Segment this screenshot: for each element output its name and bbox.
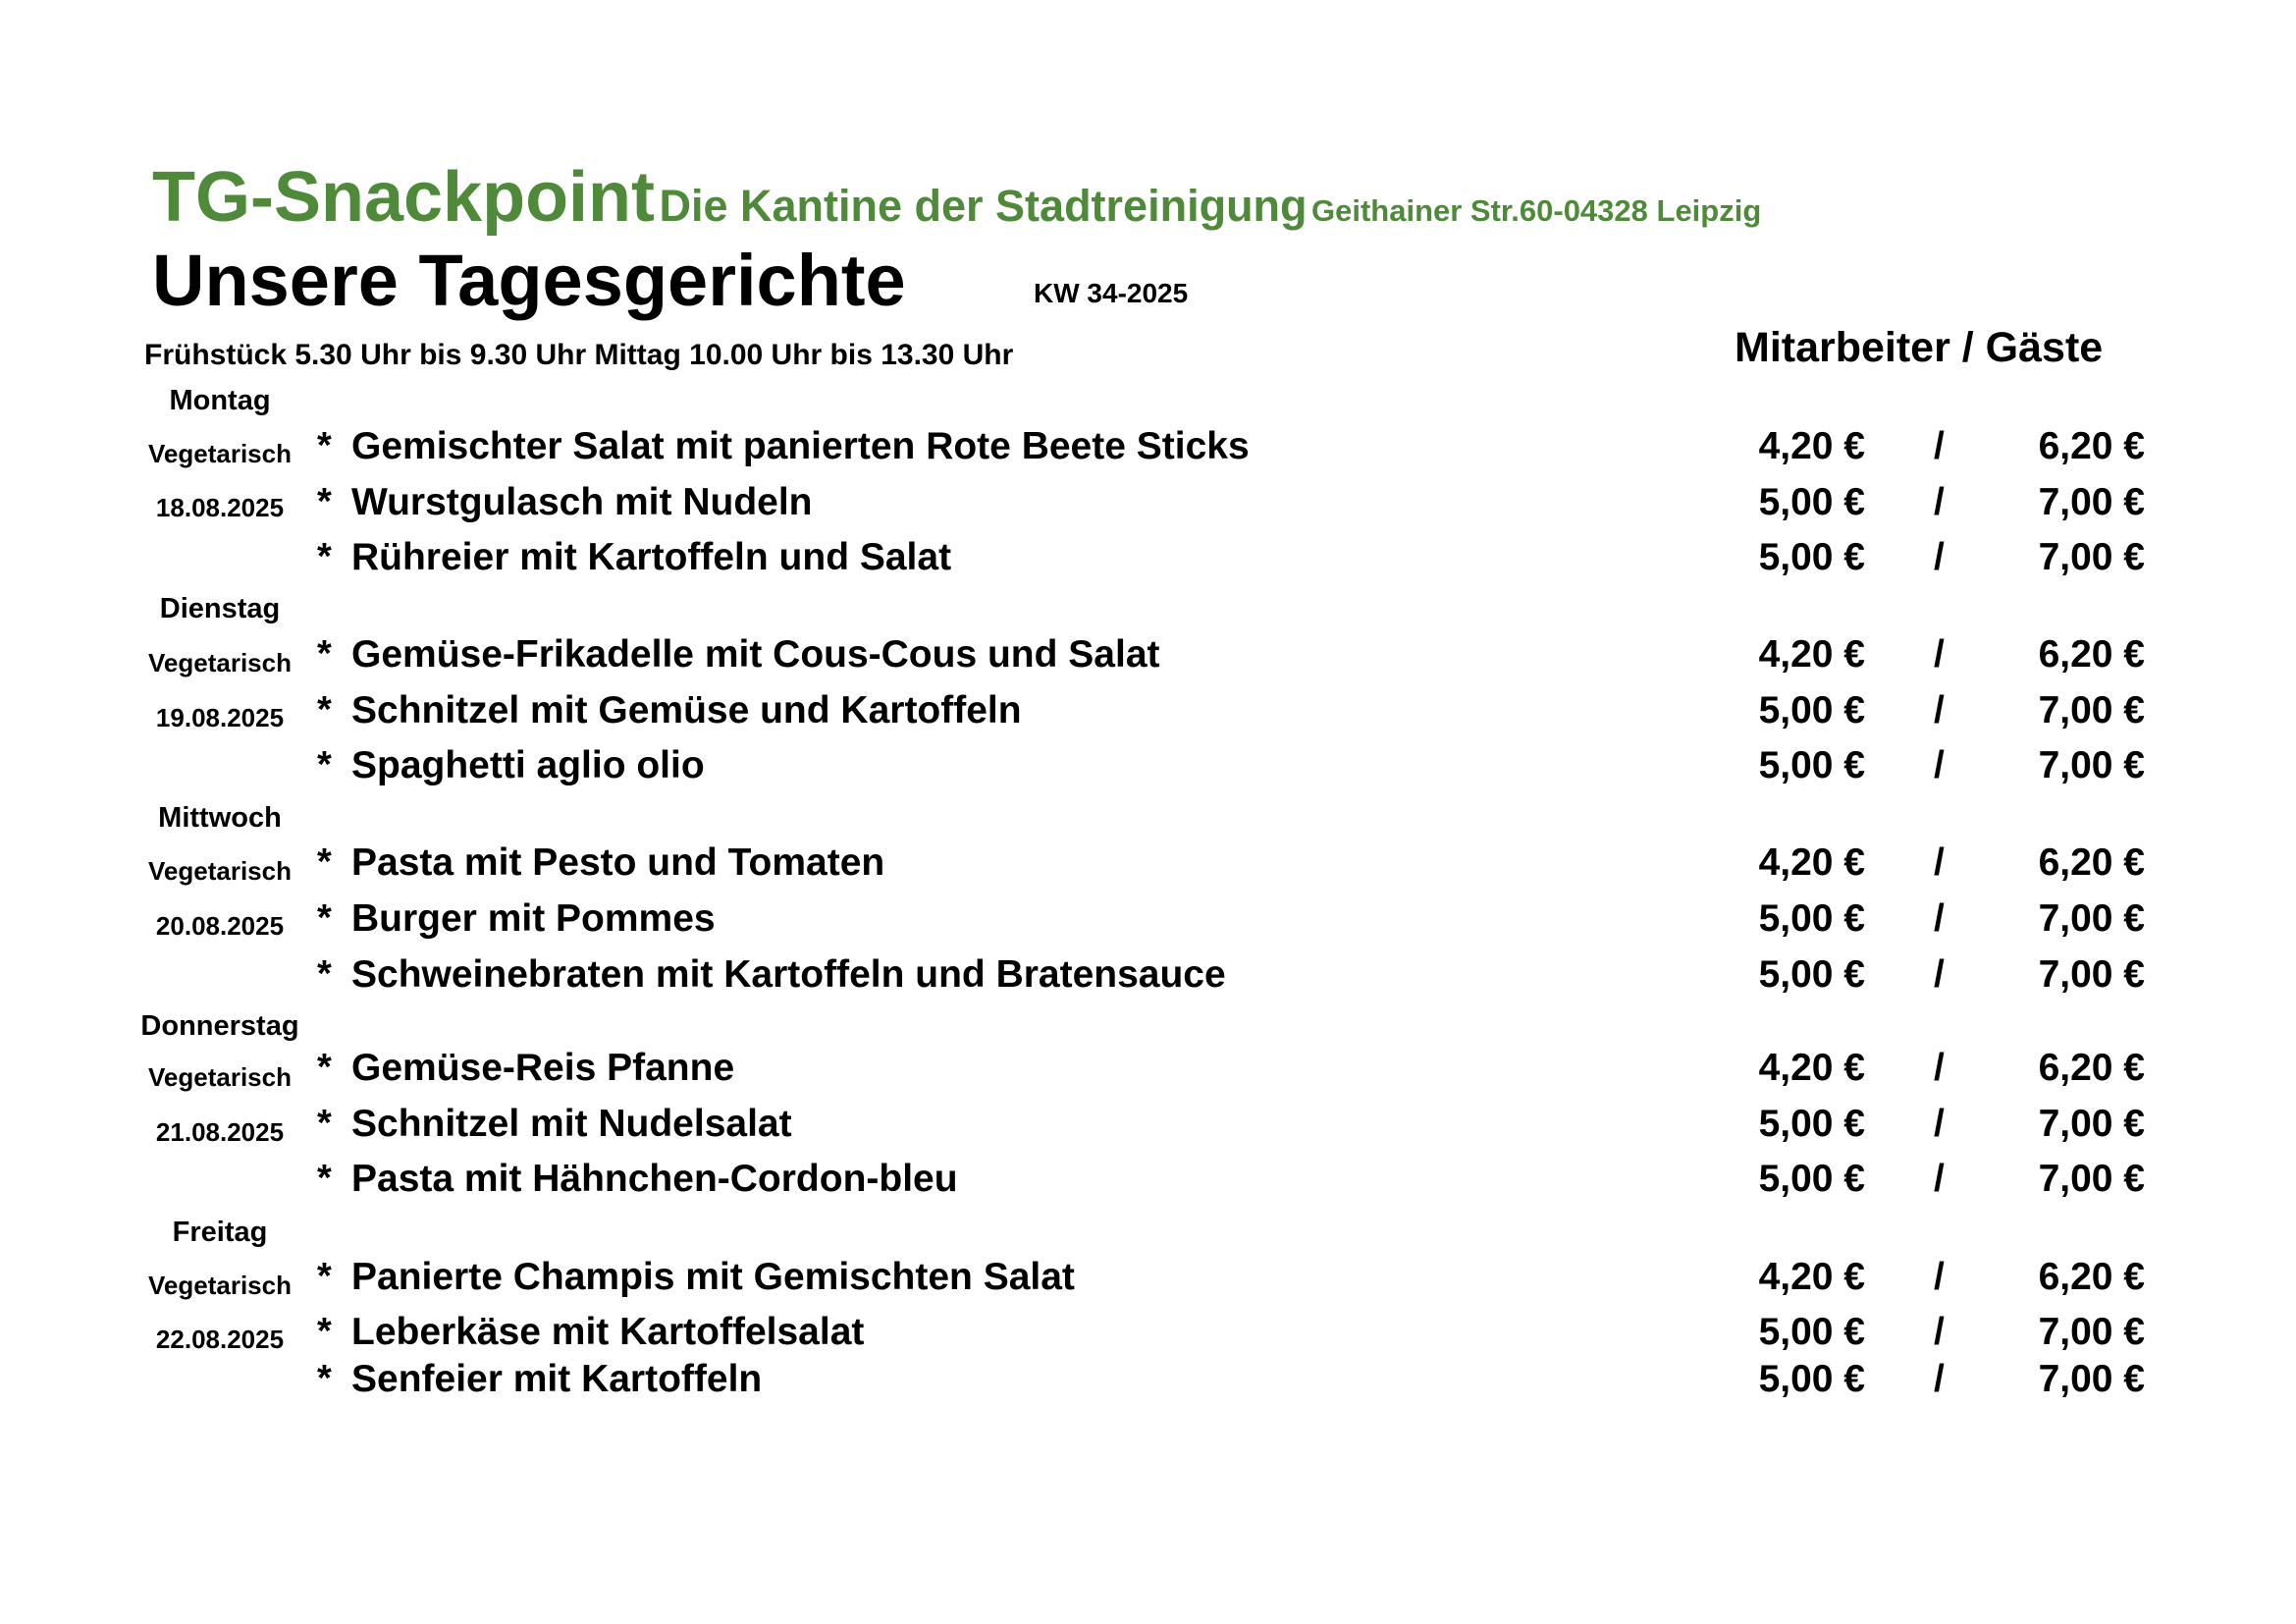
dish-name: Gemüse-Frikadelle mit Cous-Cous und Salat [351,633,1160,676]
guest-price: 7,00 € [2038,953,2145,996]
guest-price: 7,00 € [2038,744,2145,786]
price-separator: / [1934,897,1945,940]
day-name: Donnerstag [140,1010,299,1042]
price-column-header: Mitarbeiter / Gäste [1735,324,2104,371]
menu-item [0,1256,2296,1305]
staff-price: 5,00 € [1758,1311,1865,1353]
item-bullet: * [317,1103,332,1144]
dish-name: Schnitzel mit Gemüse und Kartoffeln [351,689,1022,731]
guest-price: 7,00 € [2038,897,2145,940]
vegetarian-label: Vegetarisch [148,1062,292,1092]
staff-price: 5,00 € [1758,1358,1865,1400]
dish-name: Senfeier mit Kartoffeln [351,1358,763,1400]
price-separator: / [1934,841,1945,884]
price-separator: / [1934,1158,1945,1200]
price-separator: / [1934,689,1945,731]
menu-item [0,1158,2296,1207]
brand-subtitle: Die Kantine der Stadtreinigung [659,181,1308,231]
menu-item [0,953,2296,1002]
staff-price: 4,20 € [1758,633,1865,676]
guest-price: 6,20 € [2038,1047,2145,1089]
menu-item [0,1311,2296,1360]
staff-price: 5,00 € [1758,1103,1865,1145]
staff-price: 5,00 € [1758,744,1865,786]
vegetarian-label: Vegetarisch [148,1271,292,1300]
brand-name: TG-Snackpoint [152,158,656,237]
item-bullet: * [317,953,332,995]
menu-item [0,841,2296,891]
guest-price: 6,20 € [2038,841,2145,884]
item-bullet: * [317,536,332,577]
price-separator: / [1934,536,1945,578]
day-date: 19.08.2025 [155,703,285,732]
day-name: Mittwoch [158,802,282,834]
day-date: 20.08.2025 [155,911,285,941]
price-separator: / [1934,481,1945,523]
price-separator: / [1934,1047,1945,1089]
menu-item [0,425,2296,474]
dish-name: Gemüse-Reis Pfanne [351,1047,735,1089]
guest-price: 6,20 € [2038,425,2145,467]
item-bullet: * [317,1256,332,1297]
vegetarian-label: Vegetarisch [148,856,292,886]
dish-name: Gemischter Salat mit panierten Rote Beete Sticks [351,425,1250,467]
dish-name: Burger mit Pommes [351,897,716,940]
staff-price: 5,00 € [1758,689,1865,731]
dish-name: Pasta mit Pesto und Tomaten [351,841,885,884]
day-date: 21.08.2025 [155,1117,285,1147]
vegetarian-label: Vegetarisch [148,439,292,468]
staff-price: 5,00 € [1758,1158,1865,1200]
item-bullet: * [317,481,332,522]
guest-price: 6,20 € [2038,633,2145,676]
guest-price: 7,00 € [2038,536,2145,578]
price-separator: / [1934,953,1945,996]
staff-price: 5,00 € [1758,897,1865,940]
item-bullet: * [317,689,332,731]
header-brand-line [152,157,1761,238]
guest-price: 7,00 € [2038,689,2145,731]
dish-name: Pasta mit Hähnchen-Cordon-bleu [351,1158,958,1200]
dish-name: Spaghetti aglio olio [351,744,705,786]
menu-item [0,897,2296,947]
menu-item [0,689,2296,738]
item-bullet: * [317,744,332,785]
dish-name: Leberkäse mit Kartoffelsalat [351,1311,865,1353]
page-title: Unsere Tagesgerichte [152,240,906,321]
dish-name: Schweinebraten mit Kartoffeln und Bratensauce [351,953,1226,996]
guest-price: 7,00 € [2038,1311,2145,1353]
staff-price: 4,20 € [1758,1047,1865,1089]
opening-hours: Frühstück 5.30 Uhr bis 9.30 Uhr Mittag 10.00 Uhr bis 13.30 Uhr [144,339,1014,371]
staff-price: 4,20 € [1758,425,1865,467]
guest-price: 7,00 € [2038,1158,2145,1200]
staff-price: 5,00 € [1758,953,1865,996]
day-date: 18.08.2025 [155,493,285,522]
guest-price: 6,20 € [2038,1256,2145,1298]
item-bullet: * [317,1158,332,1199]
price-separator: / [1934,1358,1945,1400]
item-bullet: * [317,841,332,883]
week-label: KW 34-2025 [1034,278,1189,308]
vegetarian-label: Vegetarisch [148,648,292,677]
day-name: Freitag [172,1217,268,1248]
guest-price: 7,00 € [2038,1103,2145,1145]
menu-item [0,536,2296,585]
item-bullet: * [317,897,332,939]
price-separator: / [1934,425,1945,467]
item-bullet: * [317,425,332,466]
price-separator: / [1934,744,1945,786]
price-separator: / [1934,1256,1945,1298]
price-separator: / [1934,1103,1945,1145]
day-date: 22.08.2025 [155,1325,285,1354]
dish-name: Panierte Champis mit Gemischten Salat [351,1256,1075,1298]
item-bullet: * [317,1047,332,1088]
day-name: Montag [169,385,271,416]
menu-item [0,744,2296,793]
staff-price: 4,20 € [1758,1256,1865,1298]
item-bullet: * [317,1311,332,1352]
menu-item [0,1358,2296,1407]
guest-price: 7,00 € [2038,481,2145,523]
menu-item [0,1047,2296,1096]
brand-address: Geithainer Str.60-04328 Leipzig [1310,193,1762,228]
dish-name: Wurstgulasch mit Nudeln [351,481,813,523]
item-bullet: * [317,1358,332,1399]
staff-price: 5,00 € [1758,536,1865,578]
menu-item [0,481,2296,530]
price-separator: / [1934,633,1945,676]
item-bullet: * [317,633,332,675]
menu-item [0,633,2296,682]
dish-name: Schnitzel mit Nudelsalat [351,1103,792,1145]
dish-name: Rühreier mit Kartoffeln und Salat [351,536,952,578]
day-name: Dienstag [159,593,281,624]
staff-price: 5,00 € [1758,481,1865,523]
guest-price: 7,00 € [2038,1358,2145,1400]
menu-item [0,1103,2296,1152]
price-separator: / [1934,1311,1945,1353]
staff-price: 4,20 € [1758,841,1865,884]
